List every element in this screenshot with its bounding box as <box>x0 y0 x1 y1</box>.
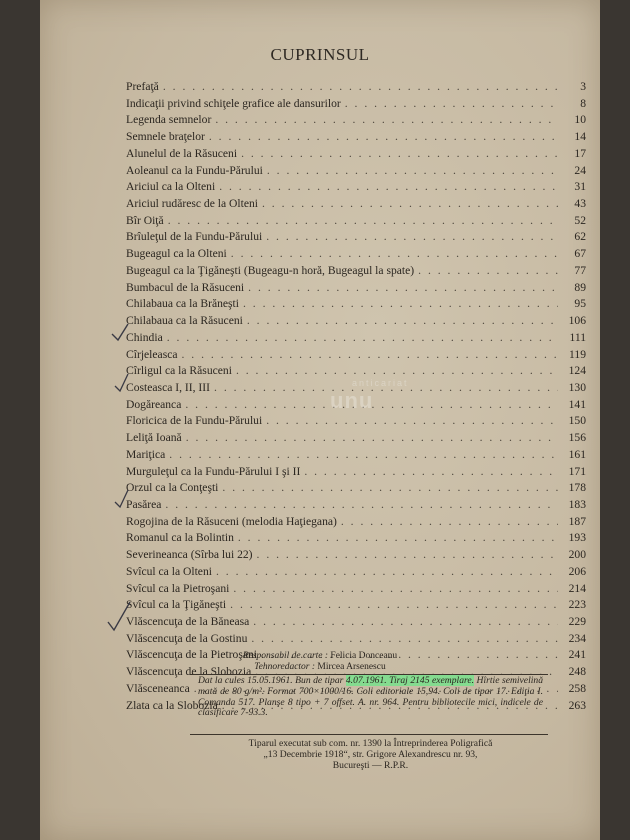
page-title: CUPRINSUL <box>270 45 370 64</box>
toc-entry-title: Bîr Oiţă <box>126 213 164 227</box>
toc-entry <box>126 196 586 213</box>
toc-entry <box>126 347 586 364</box>
toc-entry-page: 178 <box>568 481 586 495</box>
toc-leader-dots <box>222 480 558 497</box>
toc-entry-page: 24 <box>574 163 586 177</box>
toc-entry <box>126 514 586 531</box>
toc-entry-page: 161 <box>568 447 586 461</box>
toc-entry-title: Vlăscencuţa de la Slobozia <box>126 665 252 679</box>
toc-entry-page: 8 <box>580 96 586 110</box>
toc-entry-page: 241 <box>568 648 586 662</box>
toc-leader-dots <box>257 547 558 564</box>
toc-entry-title: Alunelul de la Răsuceni <box>126 146 238 160</box>
toc-leader-dots <box>165 497 558 514</box>
toc-leader-dots <box>231 246 558 263</box>
toc-entry-title: Costeasca I, II, III <box>126 380 211 394</box>
toc-entry-page: 124 <box>568 364 586 378</box>
toc-entry-title: Rogojina de la Răsuceni (melodia Haţiegana) <box>126 514 337 528</box>
pencil-check-icon <box>106 598 134 632</box>
toc-entry-page: 214 <box>568 581 586 595</box>
toc-entry-page: 258 <box>568 681 586 695</box>
toc-entry-title: Floricica de la Fundu-Părului <box>126 414 263 428</box>
toc-leader-dots <box>186 430 558 447</box>
toc-entry <box>126 246 586 263</box>
toc-leader-dots <box>267 163 558 180</box>
toc-entry-page: 130 <box>568 380 586 394</box>
toc-leader-dots <box>163 79 558 96</box>
toc-entry-title: Chindia <box>126 330 163 344</box>
toc-leader-dots <box>304 464 558 481</box>
toc-leader-dots <box>168 213 558 230</box>
toc-entry-title: Brîuleţul de la Fundu-Părului <box>126 230 263 244</box>
toc-entry <box>126 96 586 113</box>
toc-leader-dots <box>266 413 558 430</box>
toc-entry <box>126 263 586 280</box>
toc-leader-dots <box>238 530 558 547</box>
toc-entry-title: Chilabaua ca la Brăneşti <box>126 297 239 311</box>
highlighted-text: 4.07.1961. Tiraj 2145 exemplare. <box>345 675 475 686</box>
toc-entry <box>126 497 586 514</box>
toc-entry-title: Pasărea <box>126 497 162 511</box>
toc-entry-page: 77 <box>574 263 586 277</box>
toc-entry-page: 248 <box>568 665 586 679</box>
toc-entry-title: Dogăreanca <box>126 397 182 411</box>
toc-entry <box>126 112 586 129</box>
toc-entry-page: 10 <box>574 113 586 127</box>
book-page <box>40 0 600 840</box>
toc-entry <box>126 597 586 614</box>
toc-entry-page: 200 <box>568 548 586 562</box>
toc-entry-title: Vlăscencuţa de la Băneasa <box>126 615 250 628</box>
toc-entry-page: 171 <box>568 464 586 478</box>
toc-leader-dots <box>248 280 558 297</box>
toc-entry-page: 187 <box>568 514 586 528</box>
toc-entry <box>126 581 586 598</box>
toc-entry-title: Cîrligul ca la Răsuceni <box>126 364 232 378</box>
toc-entry <box>126 330 586 347</box>
toc-leader-dots <box>253 614 558 631</box>
toc-entry-title: Semnele braţelor <box>126 130 205 144</box>
pencil-check-icon <box>112 486 132 510</box>
toc-entry <box>126 430 586 447</box>
toc-entry-title: Legenda semnelor <box>126 113 212 127</box>
toc-entry-title: Bumbacul de la Răsuceni <box>126 280 245 294</box>
toc-entry <box>126 229 586 246</box>
toc-entry-page: 223 <box>568 598 586 612</box>
toc-entry-title: Mariţica <box>126 447 166 461</box>
toc-entry-title: Bugeagul ca la Olteni <box>126 247 227 261</box>
toc-entry-page: 150 <box>568 414 586 428</box>
toc-entry-page: 95 <box>574 297 586 311</box>
divider <box>190 734 548 735</box>
credits-tehnoredactor: Tehnoredactor : Mircea Arsenescu <box>254 662 386 672</box>
toc-leader-dots <box>418 263 558 280</box>
toc-entry-title: Ariciul ca la Olteni <box>126 180 216 194</box>
toc-entry <box>126 79 586 96</box>
toc-entry-title: Leliţă Ioană <box>126 431 182 445</box>
toc-entry-page: 111 <box>569 330 586 344</box>
toc-entry-title: Bugeagul ca la Ţigăneşti (Bugeagu-n horă, Bugeagul la spate) <box>126 263 415 277</box>
toc-leader-dots <box>247 313 558 330</box>
toc-entry-page: 229 <box>568 615 586 628</box>
toc-leader-dots <box>219 179 558 196</box>
toc-entry-title: Orzul ca la Conţeşti <box>126 481 219 495</box>
toc-entry-page: 89 <box>574 280 586 294</box>
toc-entry <box>126 614 586 631</box>
toc-entry-title: Murguleţul ca la Fundu-Părului I şi II <box>126 464 301 478</box>
toc-entry-page: 156 <box>568 431 586 445</box>
toc-entry-title: Cîrjeleasca <box>126 347 178 361</box>
toc-entry-page: 14 <box>574 130 586 144</box>
printer-info: Tiparul executat sub com. nr. 1390 la Întreprinderea Poligrafică „13 Decembrie 1918“, str. Grigore Alexandrescu nr. 93, Bucureşti — R.P.R. <box>248 738 493 771</box>
toc-entry <box>126 447 586 464</box>
toc-leader-dots <box>209 129 558 146</box>
toc-leader-dots <box>262 196 558 213</box>
toc-entry <box>126 564 586 581</box>
toc-entry-title: Vlăscencuţa de la Pietroşani <box>126 648 258 662</box>
toc-entry-page: 141 <box>568 397 586 411</box>
toc-entry <box>126 280 586 297</box>
toc-leader-dots <box>266 229 558 246</box>
toc-entry-page: 62 <box>574 230 586 244</box>
toc-entry-title: Vlăscencuţa de la Gostinu <box>126 631 248 645</box>
toc-entry-page: 234 <box>568 631 586 645</box>
toc-leader-dots <box>233 581 558 598</box>
toc-entry-title: Severineanca (Sîrba lui 22) <box>126 548 253 562</box>
toc-entry <box>126 313 586 330</box>
toc-entry-title: Svîcul ca la Olteni <box>126 564 212 578</box>
toc-leader-dots <box>216 564 558 581</box>
toc-entry <box>126 179 586 196</box>
toc-entry-title: Indicaţii privind schiţele grafice ale dansurilor <box>126 96 341 110</box>
toc-entry-title: Svîcul ca la Ţigăneşti <box>126 598 227 612</box>
toc-entry-page: 17 <box>574 146 586 160</box>
toc-entry-page: 43 <box>574 197 586 211</box>
toc-entry-title: Romanul ca la Bolintin <box>126 531 234 545</box>
toc-entry-title: Prefaţă <box>126 80 159 93</box>
toc-entry <box>126 163 586 180</box>
toc-leader-dots <box>251 631 558 648</box>
toc-entry-title: Vlăsceneanca <box>126 681 190 695</box>
toc-entry-page: 193 <box>568 531 586 545</box>
pencil-check-icon <box>112 370 132 394</box>
toc-entry-page: 67 <box>574 247 586 261</box>
toc-leader-dots <box>167 330 558 347</box>
toc-entry-title: Chilabaua ca la Răsuceni <box>126 314 243 328</box>
toc-entry-title: Ariciul rudăresc de la Olteni <box>126 197 258 211</box>
toc-leader-dots <box>241 146 558 163</box>
toc-entry-page: 52 <box>574 213 586 227</box>
credits-block <box>40 651 600 673</box>
toc-entry <box>126 129 586 146</box>
toc-leader-dots <box>182 347 559 364</box>
toc-leader-dots <box>169 447 558 464</box>
toc-entry <box>126 296 586 313</box>
toc-entry <box>126 631 586 648</box>
toc-entry-page: 119 <box>569 347 586 361</box>
toc-entry <box>126 146 586 163</box>
toc-entry-title: Svîcul ca la Pietroşani <box>126 581 230 595</box>
toc-entry-page: 106 <box>568 314 586 328</box>
toc-entry <box>126 547 586 564</box>
toc-entry <box>126 413 586 430</box>
toc-entry-page: 3 <box>580 80 586 93</box>
toc-entry-page: 263 <box>568 698 586 712</box>
colophon-text: Dat la cules 15.05.1961. Bun de tipar 4.07.1961. Tiraj 2145 exemplare. Hîrtie semivelină mată de 80 g/m². Format 700×1000/16. Coli editoriale 15,94. Coli de tipar 17. Ediţia I. Comanda 517. Planşe 8 tipo + 7 offset. A. nr. 964. Pentru bibliotecile mici, indicele de clasificare 7-93.3. <box>198 675 543 719</box>
toc-leader-dots <box>341 514 558 531</box>
toc-entry <box>126 464 586 481</box>
toc-entry-page: 31 <box>574 180 586 194</box>
credits-responsabil: Responsabil de carte : Felicia Donceanu <box>242 651 398 661</box>
toc-entry-title: Zlata ca la Slobozia <box>126 698 218 712</box>
toc-leader-dots <box>215 112 558 129</box>
toc-entry-page: 206 <box>568 564 586 578</box>
toc-leader-dots <box>243 296 558 313</box>
pencil-check-icon <box>110 320 132 346</box>
toc-entry <box>126 213 586 230</box>
toc-entry-title: Aoleanul ca la Fundu-Părului <box>126 163 263 177</box>
toc-leader-dots <box>230 597 558 614</box>
toc-entry-page: 183 <box>568 497 586 511</box>
toc-leader-dots <box>345 96 558 113</box>
watermark-logo: anticariat unu <box>330 378 409 413</box>
toc-entry <box>126 480 586 497</box>
toc-entry <box>126 530 586 547</box>
